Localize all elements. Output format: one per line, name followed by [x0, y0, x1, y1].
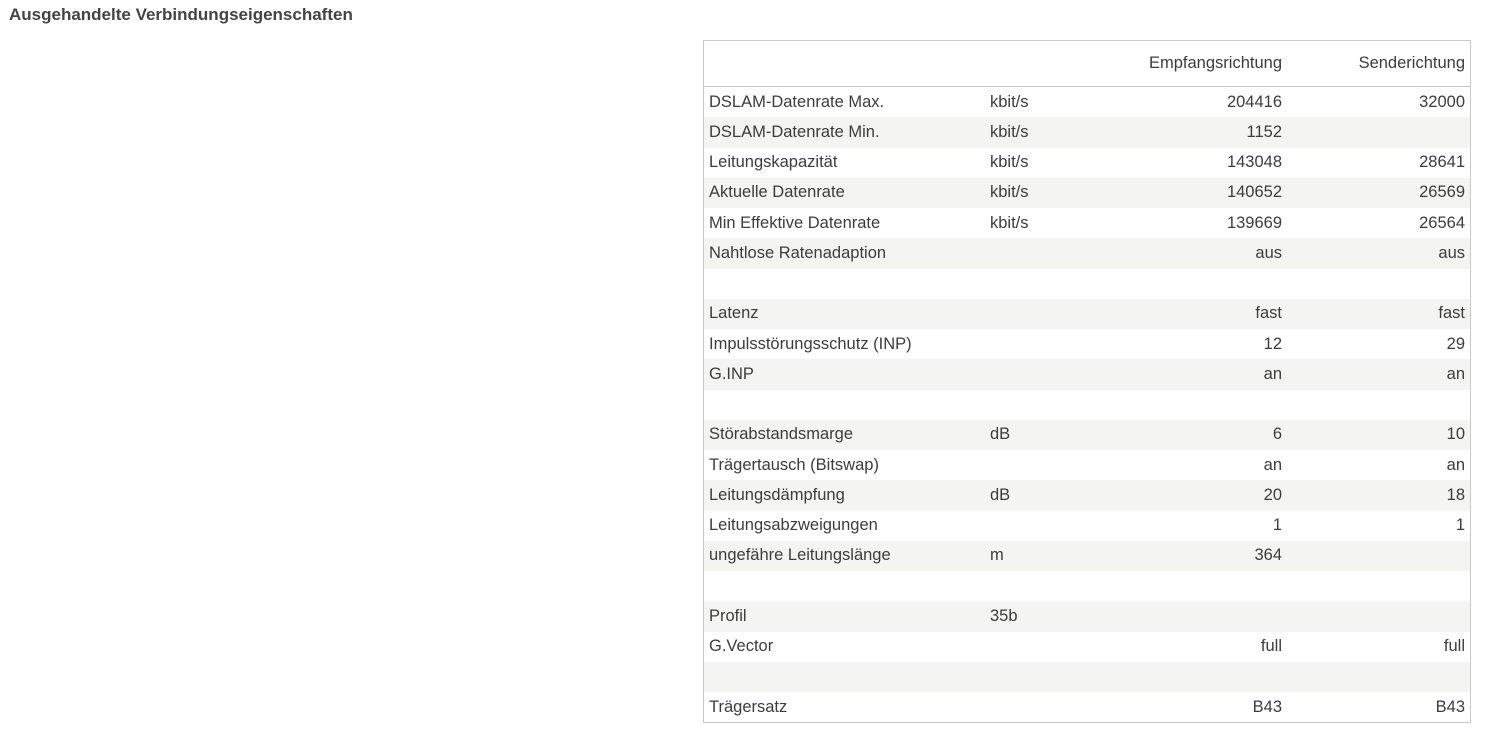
table-body: [704, 87, 1470, 723]
row-receive-value: fast: [1085, 299, 1287, 329]
table-header-row: [704, 41, 1470, 87]
row-receive-value: [1085, 571, 1287, 601]
row-receive-value: [1085, 390, 1287, 420]
row-unit: [985, 359, 1085, 389]
row-send-value: an: [1287, 450, 1470, 480]
table-row: [704, 480, 1470, 510]
row-receive-value: [1085, 662, 1287, 692]
row-name: Störabstandsmarge: [704, 420, 985, 450]
row-name: [704, 269, 985, 299]
row-name: [704, 662, 985, 692]
row-unit: [985, 662, 1085, 692]
row-receive-value: 20: [1085, 480, 1287, 510]
row-receive-value: 143048: [1085, 148, 1287, 178]
table-row: [704, 238, 1470, 268]
row-unit: [985, 692, 1085, 722]
row-send-value: 1: [1287, 511, 1470, 541]
row-name: ungefähre Leitungslänge: [704, 541, 985, 571]
table-row: [704, 178, 1470, 208]
table-row: [704, 601, 1470, 631]
row-name: Latenz: [704, 299, 985, 329]
row-receive-value: 139669: [1085, 208, 1287, 238]
table-row: [704, 511, 1470, 541]
row-unit: [985, 571, 1085, 601]
row-receive-value: an: [1085, 450, 1287, 480]
row-receive-value: 12: [1085, 329, 1287, 359]
table-row: [704, 450, 1470, 480]
row-send-value: [1287, 269, 1470, 299]
table-row: [704, 87, 1470, 118]
row-unit: 35b: [985, 601, 1085, 631]
table-row: [704, 571, 1470, 601]
row-name: Nahtlose Ratenadaption: [704, 238, 985, 268]
row-unit: [985, 238, 1085, 268]
row-name: Trägersatz: [704, 692, 985, 722]
row-unit: [985, 299, 1085, 329]
row-unit: [985, 450, 1085, 480]
table-row: [704, 541, 1470, 571]
row-name: Leitungsdämpfung: [704, 480, 985, 510]
row-receive-value: [1085, 269, 1287, 299]
row-receive-value: 204416: [1085, 87, 1287, 118]
row-unit: [985, 632, 1085, 662]
row-name: Aktuelle Datenrate: [704, 178, 985, 208]
header-send-direction: Senderichtung: [1287, 41, 1470, 87]
row-receive-value: an: [1085, 359, 1287, 389]
row-name: Min Effektive Datenrate: [704, 208, 985, 238]
row-unit: dB: [985, 480, 1085, 510]
row-unit: [985, 390, 1085, 420]
row-receive-value: [1085, 601, 1287, 631]
row-send-value: B43: [1287, 692, 1470, 722]
row-send-value: [1287, 601, 1470, 631]
row-send-value: [1287, 662, 1470, 692]
row-name: [704, 390, 985, 420]
row-name: Trägertausch (Bitswap): [704, 450, 985, 480]
row-send-value: fast: [1287, 299, 1470, 329]
row-receive-value: aus: [1085, 238, 1287, 268]
row-name: Profil: [704, 601, 985, 631]
row-unit: kbit/s: [985, 208, 1085, 238]
header-name: [704, 41, 985, 87]
table-row: [704, 117, 1470, 147]
table-row: [704, 632, 1470, 662]
row-send-value: 29: [1287, 329, 1470, 359]
row-receive-value: 364: [1085, 541, 1287, 571]
row-unit: [985, 511, 1085, 541]
table-row: [704, 208, 1470, 238]
header-receive-direction: Empfangsrichtung: [1085, 41, 1287, 87]
row-unit: [985, 269, 1085, 299]
row-receive-value: 140652: [1085, 178, 1287, 208]
connection-properties-table: [704, 41, 1470, 722]
row-send-value: 26569: [1287, 178, 1470, 208]
row-send-value: [1287, 571, 1470, 601]
row-send-value: 28641: [1287, 148, 1470, 178]
row-receive-value: 6: [1085, 420, 1287, 450]
row-unit: [985, 329, 1085, 359]
row-name: DSLAM-Datenrate Min.: [704, 117, 985, 147]
table-row: [704, 662, 1470, 692]
header-unit: [985, 41, 1085, 87]
row-send-value: full: [1287, 632, 1470, 662]
table-row: [704, 390, 1470, 420]
row-receive-value: B43: [1085, 692, 1287, 722]
row-send-value: 32000: [1287, 87, 1470, 118]
row-name: Leitungsabzweigungen: [704, 511, 985, 541]
row-unit: dB: [985, 420, 1085, 450]
table-row: [704, 299, 1470, 329]
row-name: Leitungskapazität: [704, 148, 985, 178]
table-row: [704, 329, 1470, 359]
row-unit: kbit/s: [985, 148, 1085, 178]
table-row: [704, 420, 1470, 450]
row-name: G.INP: [704, 359, 985, 389]
table-row: [704, 148, 1470, 178]
row-name: [704, 571, 985, 601]
row-receive-value: 1152: [1085, 117, 1287, 147]
table-row: [704, 359, 1470, 389]
section-title: Ausgehandelte Verbindungseigenschaften: [9, 5, 353, 24]
row-send-value: [1287, 117, 1470, 147]
row-receive-value: full: [1085, 632, 1287, 662]
row-unit: kbit/s: [985, 117, 1085, 147]
row-send-value: 10: [1287, 420, 1470, 450]
row-unit: kbit/s: [985, 178, 1085, 208]
connection-properties-table-container: [703, 40, 1471, 723]
row-name: G.Vector: [704, 632, 985, 662]
table-row: [704, 692, 1470, 722]
row-send-value: aus: [1287, 238, 1470, 268]
row-name: DSLAM-Datenrate Max.: [704, 87, 985, 118]
row-send-value: [1287, 541, 1470, 571]
row-name: Impulsstörungsschutz (INP): [704, 329, 985, 359]
row-receive-value: 1: [1085, 511, 1287, 541]
row-send-value: an: [1287, 359, 1470, 389]
row-unit: kbit/s: [985, 87, 1085, 118]
row-unit: m: [985, 541, 1085, 571]
row-send-value: 26564: [1287, 208, 1470, 238]
table-row: [704, 269, 1470, 299]
row-send-value: [1287, 390, 1470, 420]
row-send-value: 18: [1287, 480, 1470, 510]
